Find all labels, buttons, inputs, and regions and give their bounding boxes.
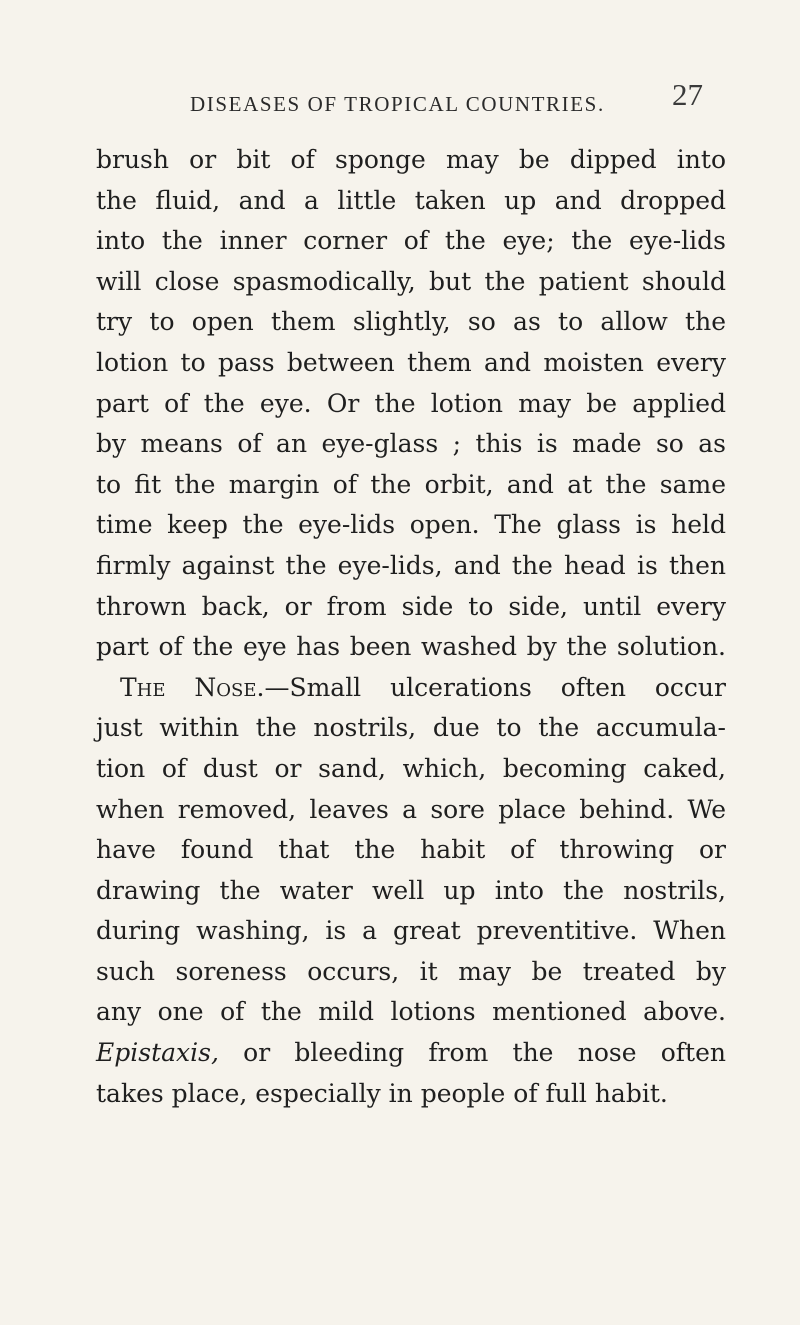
text-line: when removed, leaves a sore place behind. We — [96, 794, 726, 824]
text-line: any one of the mild lotions mentioned above. — [96, 997, 726, 1027]
text-line: part of the eye. Or the lotion may be applied — [96, 388, 726, 418]
section-first-line-rest: —Small ulcerations often occur — [264, 672, 726, 702]
section-heading: The Nose. — [120, 672, 265, 702]
italic-term: Epistaxis, — [96, 1038, 219, 1068]
text-line: part of the eye has been washed by the solution. — [96, 632, 726, 662]
text-line: to fit the margin of the orbit, and at the same — [96, 469, 726, 499]
text-line: try to open them slightly, so as to allow the — [96, 307, 726, 337]
text-line: firmly against the eye-lids, and the head is then — [96, 550, 726, 580]
body-text — [96, 140, 726, 1114]
text-line: drawing the water well up into the nostrils, — [96, 875, 726, 905]
text-line: during washing, is a great preventitive. When — [96, 916, 726, 946]
text-line: will close spasmodically, but the patient should — [96, 266, 726, 296]
text-line: lotion to pass between them and moisten every — [96, 347, 726, 377]
final-text-line: takes place, especially in people of full habit. — [96, 1078, 668, 1108]
italic-term-line — [96, 1033, 726, 1074]
text-line: such soreness occurs, it may be treated by — [96, 956, 726, 986]
text-line: just within the nostrils, due to the accumula- — [96, 713, 726, 743]
section-start-line — [96, 668, 726, 709]
text-line: the fluid, and a little taken up and dropped — [96, 185, 726, 215]
text-line: tion of dust or sand, which, becoming caked, — [96, 753, 726, 783]
running-header: DISEASES OF TROPICAL COUNTRIES. — [190, 92, 605, 116]
text-line: time keep the eye-lids open. The glass is held — [96, 510, 726, 540]
text-line: thrown back, or from side to side, until every — [96, 591, 726, 621]
text-line: have found that the habit of throwing or — [96, 835, 726, 865]
text-line: brush or bit of sponge may be dipped into — [96, 145, 726, 174]
page-number: 27 — [672, 77, 703, 112]
text-line: by means of an eye-glass ; this is made so as — [96, 429, 726, 459]
text-line: into the inner corner of the eye; the eye-lids — [96, 226, 726, 256]
italic-line-rest: or bleeding from the nose often — [218, 1038, 726, 1068]
